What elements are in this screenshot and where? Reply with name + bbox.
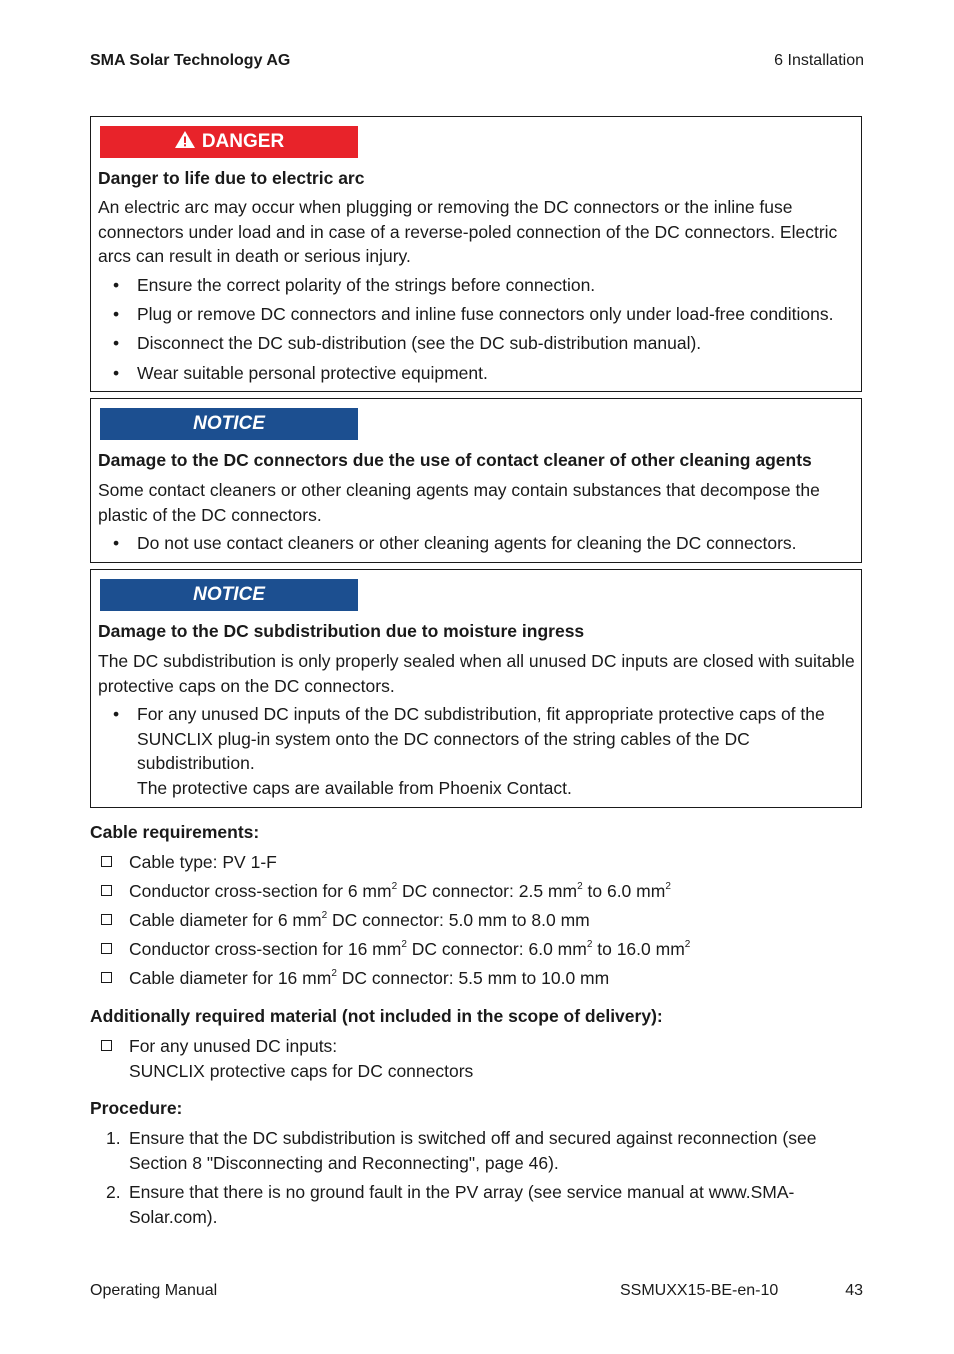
notice-badge: NOTICE — [100, 408, 358, 440]
material-heading: Additionally required material (not included in the scope of delivery): — [90, 1006, 663, 1026]
list-item: • Disconnect the DC sub-distribution (see the DC sub-distribution manual). — [113, 333, 702, 353]
danger-badge — [100, 126, 358, 158]
checkbox-icon — [101, 1040, 112, 1051]
list-item: • For any unused DC inputs of the DC subdistribution, fit appropriate protective caps of the SUNCLIX plug-in system onto the DC connectors of the string cables of the DC subdistribution. The protective caps are available from Phoenix Contact. — [113, 702, 855, 800]
danger-box — [90, 116, 862, 392]
list-item: • Wear suitable personal protective equipment. — [113, 363, 488, 383]
list-item: • Plug or remove DC connectors and inline fuse connectors only under load-free conditions. — [113, 304, 834, 324]
danger-title: Danger to life due to electric arc — [98, 168, 365, 188]
notice-box-1 — [90, 398, 862, 563]
notice2-title: Damage to the DC subdistribution due to moisture ingress — [98, 621, 585, 641]
warning-triangle-icon — [174, 130, 196, 155]
checklist-item: Cable diameter for 6 $mm^2$ DC connector: 5.0 mm to 8.0 mm — [101, 908, 590, 933]
procedure-heading: Procedure: — [90, 1098, 183, 1118]
notice1-title: Damage to the DC connectors due the use of contact cleaner of other cleaning agents — [98, 450, 812, 470]
checklist-item: Conductor cross-section for 6 $mm^2$ DC connector: 2.5 $mm^2$ to 6.0 $mm^2$ — [101, 879, 671, 904]
page-number: 43 — [845, 1282, 863, 1299]
notice-badge: NOTICE — [100, 579, 358, 611]
cable-heading: Cable requirements: — [90, 822, 260, 842]
checkbox-icon — [101, 943, 112, 954]
footer-doc-id: SSMUXX15-BE-en-10 — [620, 1282, 779, 1299]
bullet-note: The protective caps are available from Phoenix Contact. — [137, 777, 572, 798]
procedure-step: 1. Ensure that the DC subdistribution is switched off and secured against reconnection (see Section 8 "Disconnecting and Reconnecting", page 46). — [106, 1128, 817, 1173]
footer-manual: Operating Manual — [90, 1282, 218, 1299]
checkbox-icon — [101, 914, 112, 925]
notice-box-2 — [90, 569, 862, 808]
header-company: SMA Solar Technology AG — [90, 52, 291, 69]
list-item: • Do not use contact cleaners or other cleaning agents for cleaning the DC connectors. — [113, 533, 797, 553]
checklist-item: Conductor cross-section for 16 $mm^2$ DC connector: 6.0 $mm^2$ to 16.0 $mm^2$ — [101, 937, 690, 962]
list-item: • Ensure the correct polarity of the strings before connection. — [113, 275, 596, 295]
procedure-step: 2. Ensure that there is no ground fault in the PV array (see service manual at www.SMA-Solar.com). — [106, 1182, 795, 1227]
checklist-item: For any unused DC inputs: SUNCLIX protective caps for DC connectors — [101, 1034, 473, 1083]
checkbox-icon — [101, 972, 112, 983]
checklist-item: Cable type: PV 1-F — [101, 850, 277, 875]
checklist-item: Cable diameter for 16 $mm^2$ DC connector: 5.5 mm to 10.0 mm — [101, 966, 609, 991]
header-section: 6 Installation — [774, 52, 864, 69]
notice1-text: Some contact cleaners or other cleaning agents may contain substances that decompose the plastic of the DC connectors. — [98, 480, 820, 525]
danger-text: An electric arc may occur when plugging or removing the DC connectors or the inline fuse connectors under load and in case of a reverse-poled connection of the DC connectors. Electric arcs can result in death or serious injury. — [98, 197, 838, 266]
danger-badge-label: DANGER — [201, 131, 285, 152]
notice2-text: The DC subdistribution is only properly sealed when all unused DC inputs are closed with suitable protective caps on the DC connectors. — [98, 651, 855, 696]
checkbox-icon — [101, 885, 112, 896]
checkbox-icon — [101, 856, 112, 867]
